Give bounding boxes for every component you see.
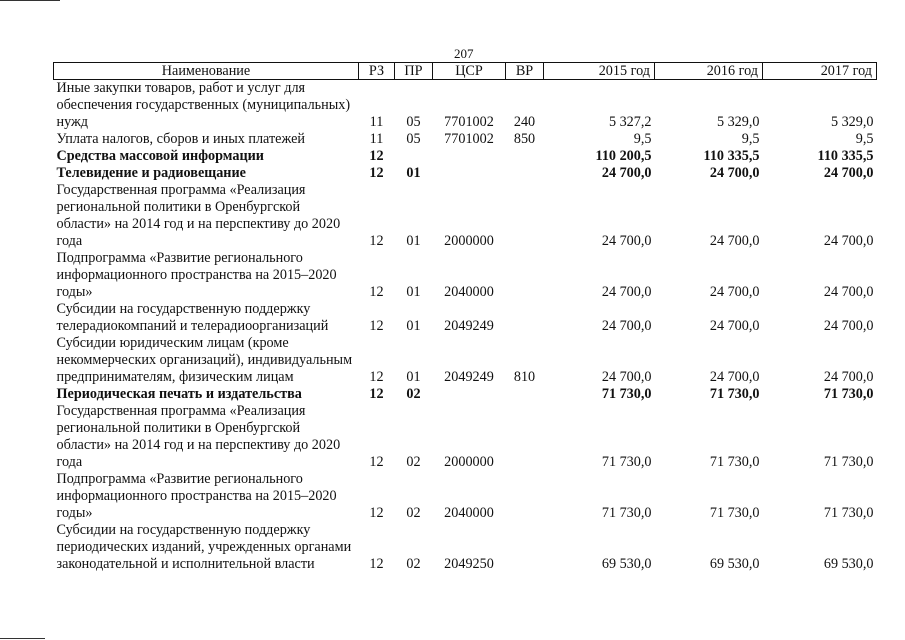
cell-2015: 24 700,0 bbox=[601, 318, 652, 334]
cell-name: Субсидии на государственную поддержку телерадиокомпаний и телерадиоорганизаций bbox=[56, 301, 329, 334]
cell-2017: 24 700,0 bbox=[823, 233, 874, 249]
cell-2017: 24 700,0 bbox=[823, 284, 874, 300]
table-row bbox=[54, 522, 877, 573]
cell-2015: 24 700,0 bbox=[601, 165, 652, 181]
table-row bbox=[54, 403, 877, 471]
cell-csr: 7701002 bbox=[444, 114, 494, 130]
cell-2017: 5 329,0 bbox=[830, 114, 874, 130]
cell-pr: 01 bbox=[406, 165, 421, 181]
cell-pr: 01 bbox=[406, 233, 421, 249]
cell-pr: 02 bbox=[406, 454, 421, 470]
cell-rz: 12 bbox=[369, 386, 384, 402]
col-header-rz: РЗ bbox=[359, 63, 395, 80]
table-row bbox=[54, 471, 877, 522]
cell-name: Иные закупки товаров, работ и услуг для обеспечения государственных (муниципальных) нужд bbox=[56, 80, 351, 130]
cell-rz: 12 bbox=[369, 556, 384, 572]
cell-pr: 02 bbox=[406, 556, 421, 572]
col-header-2015: 2015 год bbox=[544, 63, 655, 80]
cell-2015: 71 730,0 bbox=[601, 454, 652, 470]
cell-name: Периодическая печать и издательства bbox=[56, 386, 302, 402]
cell-2016: 24 700,0 bbox=[709, 369, 760, 385]
cell-name: Подпрограмма «Развитие регионального информационного пространства на 2015–2020 годы» bbox=[56, 250, 337, 300]
cell-vr bbox=[506, 165, 544, 182]
cell-2016: 71 730,0 bbox=[709, 454, 760, 470]
cell-csr: 2040000 bbox=[444, 284, 494, 300]
cell-pr: 02 bbox=[406, 505, 421, 521]
cell-2015: 24 700,0 bbox=[601, 369, 652, 385]
cell-rz: 12 bbox=[369, 148, 384, 164]
cell-2015: 110 200,5 bbox=[595, 148, 652, 164]
cell-pr: 02 bbox=[406, 386, 421, 402]
cell-2016: 24 700,0 bbox=[709, 284, 760, 300]
cell-rz: 12 bbox=[369, 233, 384, 249]
cell-2016: 5 329,0 bbox=[716, 114, 760, 130]
cell-csr: 2000000 bbox=[444, 233, 494, 249]
cell-2017: 24 700,0 bbox=[823, 318, 874, 334]
table-row bbox=[54, 386, 877, 403]
cell-vr bbox=[506, 250, 544, 301]
cell-2016: 24 700,0 bbox=[709, 318, 760, 334]
col-header-vr: ВР bbox=[506, 63, 544, 80]
cell-rz: 11 bbox=[369, 131, 384, 147]
table-row bbox=[54, 131, 877, 148]
cell-name: Субсидии юридическим лицам (кроме некоммерческих организаций), индивидуальным предпринимателям, физическим лицам bbox=[56, 335, 353, 385]
table-row bbox=[54, 250, 877, 301]
cell-rz: 12 bbox=[369, 318, 384, 334]
scan-edge-bottom-left bbox=[0, 638, 45, 639]
cell-rz: 12 bbox=[369, 165, 384, 181]
cell-csr bbox=[433, 165, 506, 182]
cell-pr: 01 bbox=[406, 284, 421, 300]
cell-csr: 2040000 bbox=[444, 505, 494, 521]
table-row bbox=[54, 335, 877, 386]
cell-pr: 01 bbox=[406, 369, 421, 385]
cell-name: Государственная программа «Реализация региональной политики в Оренбургской области» на 2014 год и на перспективу до 2020 года bbox=[56, 403, 341, 470]
cell-vr: 810 bbox=[513, 369, 536, 385]
cell-csr: 2000000 bbox=[444, 454, 494, 470]
cell-vr bbox=[506, 386, 544, 403]
budget-table bbox=[53, 62, 877, 573]
cell-vr bbox=[506, 522, 544, 573]
cell-vr bbox=[506, 471, 544, 522]
cell-csr: 7701002 bbox=[444, 131, 494, 147]
cell-csr bbox=[433, 386, 506, 403]
table-row bbox=[54, 80, 877, 132]
table-body bbox=[54, 80, 877, 574]
cell-2016: 24 700,0 bbox=[709, 233, 760, 249]
cell-2017: 71 730,0 bbox=[823, 505, 874, 521]
cell-name: Государственная программа «Реализация региональной политики в Оренбургской области» на 2014 год и на перспективу до 2020 года bbox=[56, 182, 341, 249]
cell-csr: 2049249 bbox=[444, 369, 494, 385]
table-row bbox=[54, 165, 877, 182]
cell-name: Субсидии на государственную поддержку периодических изданий, учрежденных органами законодательной и исполнительной власти bbox=[56, 522, 352, 572]
table-row bbox=[54, 148, 877, 165]
cell-vr bbox=[506, 301, 544, 335]
cell-2015: 24 700,0 bbox=[601, 284, 652, 300]
cell-name: Уплата налогов, сборов и иных платежей bbox=[56, 131, 305, 147]
cell-rz: 12 bbox=[369, 284, 384, 300]
cell-2017: 71 730,0 bbox=[823, 454, 874, 470]
cell-rz: 11 bbox=[369, 114, 384, 130]
cell-pr: 01 bbox=[406, 318, 421, 334]
col-header-csr: ЦСР bbox=[433, 63, 506, 80]
cell-2015: 71 730,0 bbox=[601, 386, 652, 402]
cell-vr bbox=[506, 403, 544, 471]
cell-rz: 12 bbox=[369, 454, 384, 470]
cell-name: Подпрограмма «Развитие регионального информационного пространства на 2015–2020 годы» bbox=[56, 471, 337, 521]
cell-csr: 2049250 bbox=[444, 556, 494, 572]
cell-2017: 110 335,5 bbox=[817, 148, 874, 164]
page-number: 207 bbox=[454, 46, 474, 61]
col-header-name: Наименование bbox=[54, 63, 359, 80]
cell-2016: 71 730,0 bbox=[709, 505, 760, 521]
cell-2016: 110 335,5 bbox=[703, 148, 760, 164]
cell-rz: 12 bbox=[369, 505, 384, 521]
cell-2015: 71 730,0 bbox=[601, 505, 652, 521]
cell-csr bbox=[433, 148, 506, 165]
cell-2015: 5 327,2 bbox=[608, 114, 652, 130]
table-header-row bbox=[54, 63, 877, 80]
col-header-pr: ПР bbox=[395, 63, 433, 80]
cell-vr bbox=[506, 182, 544, 250]
cell-2016: 71 730,0 bbox=[709, 386, 760, 402]
table-row bbox=[54, 301, 877, 335]
cell-2017: 24 700,0 bbox=[823, 165, 874, 181]
cell-name: Телевидение и радиовещание bbox=[56, 165, 246, 181]
cell-name: Средства массовой информации bbox=[56, 148, 264, 164]
cell-2017: 71 730,0 bbox=[823, 386, 874, 402]
cell-vr: 850 bbox=[513, 131, 536, 147]
cell-2015: 9,5 bbox=[633, 131, 652, 147]
cell-pr: 05 bbox=[406, 131, 421, 147]
cell-pr bbox=[395, 148, 433, 165]
cell-2016: 24 700,0 bbox=[709, 165, 760, 181]
cell-2015: 24 700,0 bbox=[601, 233, 652, 249]
cell-vr bbox=[506, 148, 544, 165]
col-header-2017: 2017 год bbox=[763, 63, 877, 80]
cell-2017: 24 700,0 bbox=[823, 369, 874, 385]
cell-2017: 9,5 bbox=[855, 131, 874, 147]
cell-rz: 12 bbox=[369, 369, 384, 385]
cell-2015: 69 530,0 bbox=[601, 556, 652, 572]
cell-2016: 69 530,0 bbox=[709, 556, 760, 572]
table-row bbox=[54, 182, 877, 250]
cell-2017: 69 530,0 bbox=[823, 556, 874, 572]
cell-vr: 240 bbox=[513, 114, 536, 130]
cell-pr: 05 bbox=[406, 114, 421, 130]
cell-csr: 2049249 bbox=[444, 318, 494, 334]
scan-edge-top-left bbox=[0, 0, 60, 1]
col-header-2016: 2016 год bbox=[655, 63, 763, 80]
cell-2016: 9,5 bbox=[741, 131, 760, 147]
